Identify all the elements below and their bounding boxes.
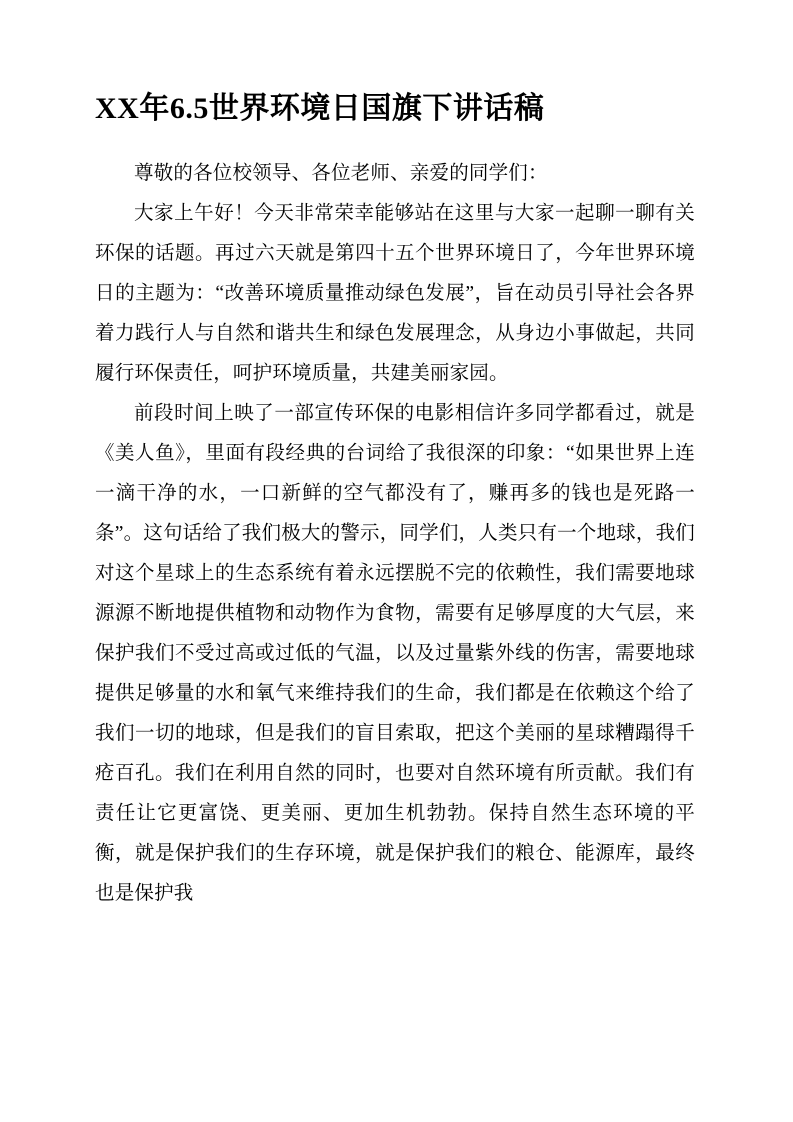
paragraph-2: 前段时间上映了一部宣传环保的电影相信许多同学都看过，就是《美人鱼》，里面有段经典的台词给了我很深的印象：“如果世界上连一滴干净的水，一口新鲜的空气都没有了，赚再多的钱也是死路一条”。这句话给了我们极大的警示，同学们，人类只有一个地球，我们对这个星球上的生态系统有着永远摆脱不完的依赖性，我们需要地球源源不断地提供植物和动物作为食物，需要有足够厚度的大气层，来保护我们不受过高或过低的气温，以及过量紫外线的伤害，需要地球提供足够量的水和氧气来维持我们的生命，我们都是在依赖这个给了我们一切的地球，但是我们的盲目索取，把这个美丽的星球糟蹋得千疮百孔。我们在利用自然的同时，也要对自然环境有所贡献。我们有责任让它更富饶、更美丽、更加生机勃勃。保持自然生态环境的平衡，就是保护我们的生存环境，就是保护我们的粮仓、能源库，最终也是保护我 [95, 403, 695, 904]
paragraph-1: 大家上午好！今天非常荣幸能够站在这里与大家一起聊一聊有关环保的话题。再过六天就是第四十五个世界环境日了，今年世界环境日的主题为：“改善环境质量推动绿色发展”，旨在动员引导社会各界着力践行人与自然和谐共生和绿色发展理念，从身边小事做起，共同履行环保责任，呵护环境质量，共建美丽家园。 [95, 203, 695, 384]
page-title: XX年6.5世界环境日国旗下讲话稿 [95, 92, 545, 125]
page-content [95, 0, 695, 914]
document-body [95, 154, 695, 914]
paragraph-salutation: 尊敬的各位校领导、各位老师、亲爱的同学们： [134, 163, 548, 184]
